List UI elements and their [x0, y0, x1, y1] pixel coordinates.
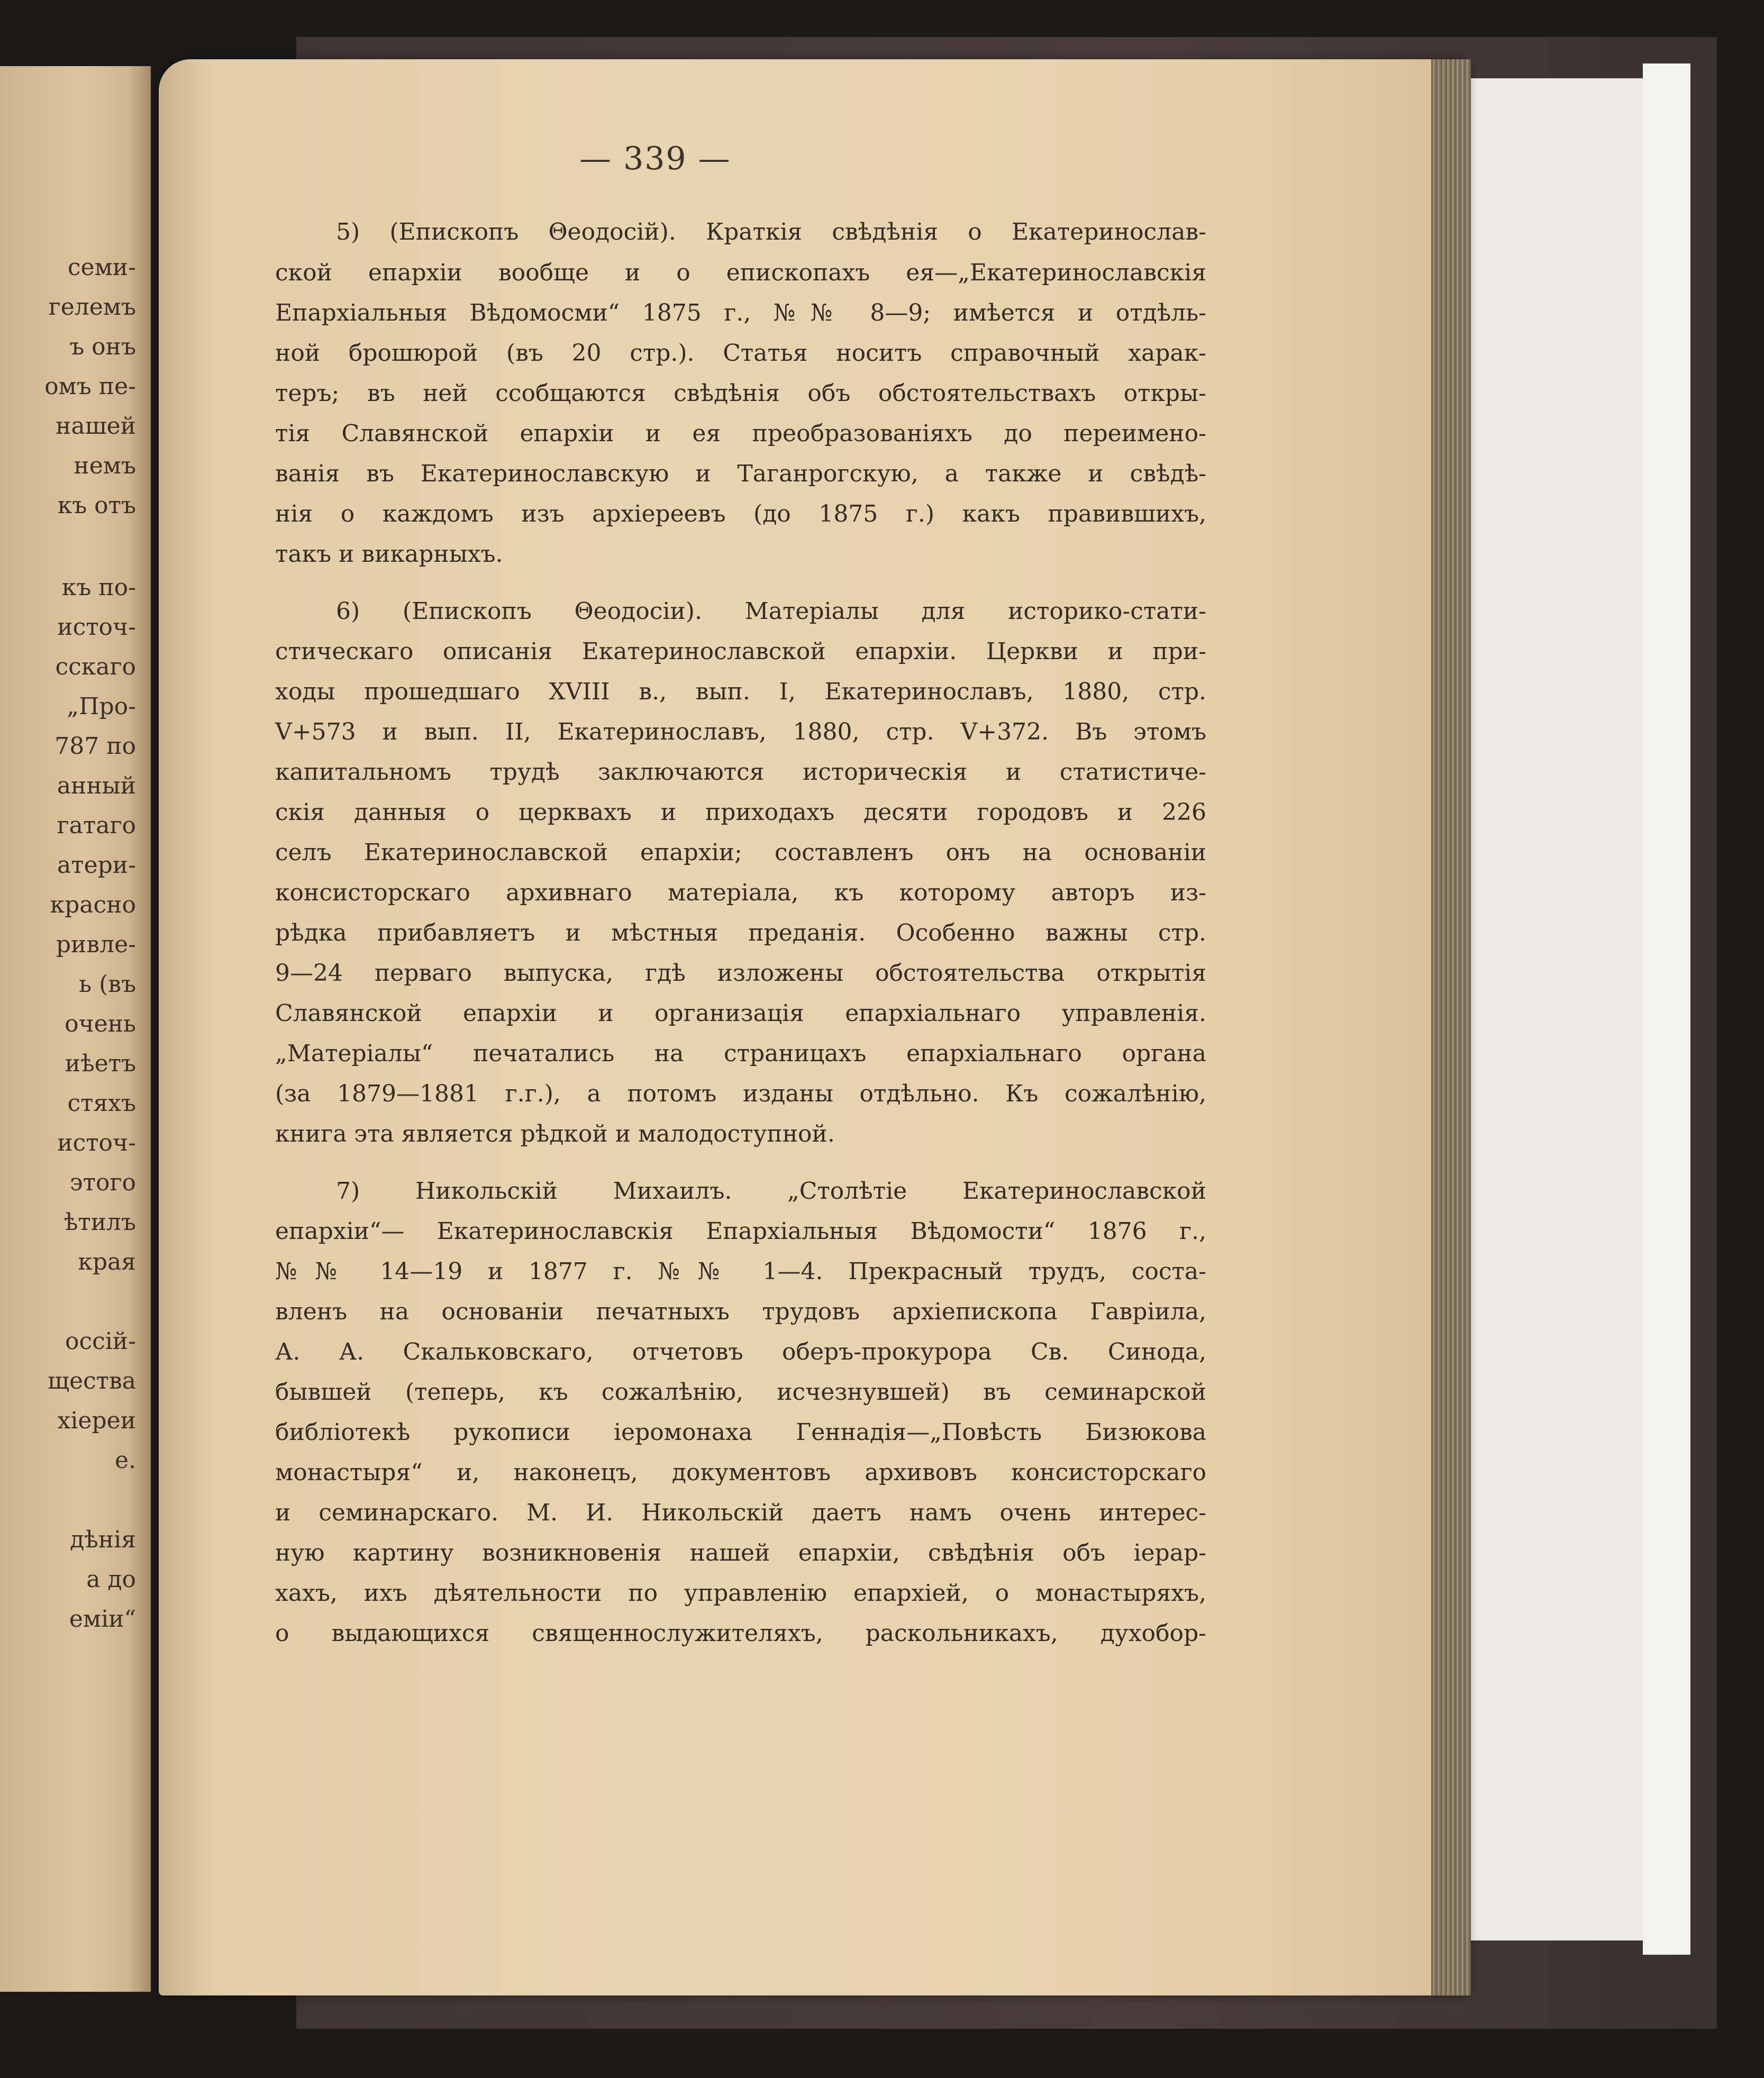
left-page-line: ъ онъ [69, 333, 136, 360]
text-line: (за 1879—1881 г.г.), а потомъ изданы отдѣльно. Къ сожалѣнію, [275, 1080, 1206, 1107]
left-page-line: источ- [57, 614, 136, 641]
text-line: 6) (Епископъ Θеодосіи). Матеріалы для историко-стати- [336, 598, 1206, 625]
left-page-line: немъ [74, 452, 136, 479]
text-line: селъ Екатеринославской епархіи; составленъ онъ на основаніи [275, 839, 1206, 866]
text-line: 5) (Епископъ Θеодосій). Краткія свѣдѣнія о Екатеринослав- [336, 218, 1206, 245]
left-page-line: стяхъ [67, 1090, 136, 1117]
left-page-line: а до [86, 1566, 136, 1593]
text-line: библіотекѣ рукописи іеромонаха Геннадія—„Повѣсть Бизюкова [275, 1419, 1206, 1446]
left-page-line: ривле- [56, 931, 136, 958]
text-line: Славянской епархіи и организація епархіальнаго управленія. [275, 1000, 1206, 1027]
text-line: о выдающихся священнослужителяхъ, раскольникахъ, духобор- [275, 1620, 1206, 1647]
left-page-line: омъ пе- [44, 373, 136, 400]
page-edges [1431, 59, 1471, 1995]
text-line: хахъ, ихъ дѣятельности по управленію епархіей, о монастыряхъ, [275, 1580, 1206, 1607]
text-line: теръ; въ ней ссобщаются свѣдѣнія объ обстоятельствахъ откры- [275, 380, 1206, 407]
text-line: №№ 14—19 и 1877 г. №№ 1—4. Прекрасный трудъ, соста- [275, 1258, 1206, 1285]
left-page-line: очень [65, 1010, 136, 1037]
page-number: — 339 — [579, 140, 731, 177]
left-page-line: красно [50, 891, 136, 918]
left-page-line: края [78, 1248, 136, 1275]
left-page-line: къ отъ [57, 492, 136, 519]
left-page-line: къ по- [61, 574, 136, 601]
left-page-line: гелемъ [48, 294, 136, 321]
text-line: епархіи“— Екатеринославскія Епархіальныя Вѣдомости“ 1876 г., [275, 1218, 1206, 1245]
left-page-line: 787 по [54, 733, 136, 760]
text-line: 7) Никольскій Михаилъ. „Столѣтіе Екатеринославской [336, 1178, 1206, 1205]
left-page-line: сскаго [55, 653, 136, 680]
text-line: скія данныя о церквахъ и приходахъ десяти городовъ и 226 [275, 799, 1206, 826]
left-page-line: „Про- [67, 693, 136, 720]
text-line: нія о каждомъ изъ архіереевъ (до 1875 г.) какъ правившихъ, [275, 500, 1206, 527]
left-page-line: дѣнія [70, 1526, 136, 1553]
left-page-line: нашей [56, 413, 136, 440]
text-line: ской епархіи вообще и о епископахъ ея—„Екатеринославскія [275, 259, 1206, 286]
left-page-line: гатаго [57, 812, 136, 839]
text-line: консисторскаго архивнаго матеріала, къ которому авторъ из- [275, 879, 1206, 906]
left-page-line: ь (въ [79, 971, 136, 998]
left-page-line: щества [48, 1368, 136, 1395]
text-line: вленъ на основаніи печатныхъ трудовъ архіепископа Гавріила, [275, 1298, 1206, 1325]
text-line: ной брошюрой (въ 20 стр.). Статья носитъ справочный харак- [275, 340, 1206, 367]
left-page-line: этого [69, 1169, 136, 1196]
text-line: А. А. Скальковскаго, отчетовъ оберъ-прокурора Св. Синода, [275, 1338, 1206, 1365]
text-line: бывшей (теперь, къ сожалѣнію, исчезнувшей) въ семинарской [275, 1379, 1206, 1406]
blank-endpaper-outer [1643, 63, 1690, 1955]
left-page-line: атери- [57, 852, 136, 879]
text-line: такъ и викарныхъ. [275, 541, 503, 568]
text-line: ную картину возникновенія нашей епархіи, свѣдѣнія объ іерар- [275, 1539, 1206, 1566]
left-page-line: ѣтилъ [63, 1209, 136, 1236]
left-page-line: анный [57, 772, 136, 799]
text-line: капитальномъ трудѣ заключаются историческія и статистиче- [275, 759, 1206, 786]
text-line: и семинарскаго. М. И. Никольскій даетъ намъ очень интерес- [275, 1499, 1206, 1526]
left-page-line: иѣетъ [65, 1050, 136, 1077]
text-line: „Матеріалы“ печатались на страницахъ епархіальнаго органа [275, 1040, 1206, 1067]
left-page-line: семи- [67, 254, 136, 281]
left-page-line: источ- [57, 1129, 136, 1156]
text-line: монастыря“ и, наконецъ, документовъ архивовъ консисторскаго [275, 1459, 1206, 1486]
left-page-line: хіереи [57, 1407, 136, 1434]
text-line: тія Славянской епархіи и ея преобразованіяхъ до переимено- [275, 420, 1206, 447]
text-line: рѣдка прибавляетъ и мѣстныя преданія. Особенно важны стр. [275, 919, 1206, 946]
text-line: ходы прошедшаго XVIII в., вып. I, Екатеринославъ, 1880, стр. [275, 678, 1206, 705]
blank-endpaper [1471, 78, 1643, 1940]
text-line: Епархіальныя Вѣдомосми“ 1875 г., №№ 8—9; имѣется и отдѣль- [275, 299, 1206, 326]
left-page-line: е. [114, 1447, 136, 1474]
text-line: ванія въ Екатеринославскую и Таганрогскую, а также и свѣдѣ- [275, 460, 1206, 487]
left-page-fragment [0, 66, 151, 1992]
left-page-line: еміи“ [69, 1606, 136, 1633]
text-line: стическаго описанія Екатеринославской епархіи. Церкви и при- [275, 638, 1206, 665]
text-line: 9—24 перваго выпуска, гдѣ изложены обстоятельства открытія [275, 960, 1206, 987]
text-line: V+573 и вып. II, Екатеринославъ, 1880, стр. V+372. Въ этомъ [275, 718, 1206, 745]
text-line: книга эта является рѣдкой и малодоступной. [275, 1120, 835, 1147]
left-page-line: оссій- [65, 1328, 136, 1355]
